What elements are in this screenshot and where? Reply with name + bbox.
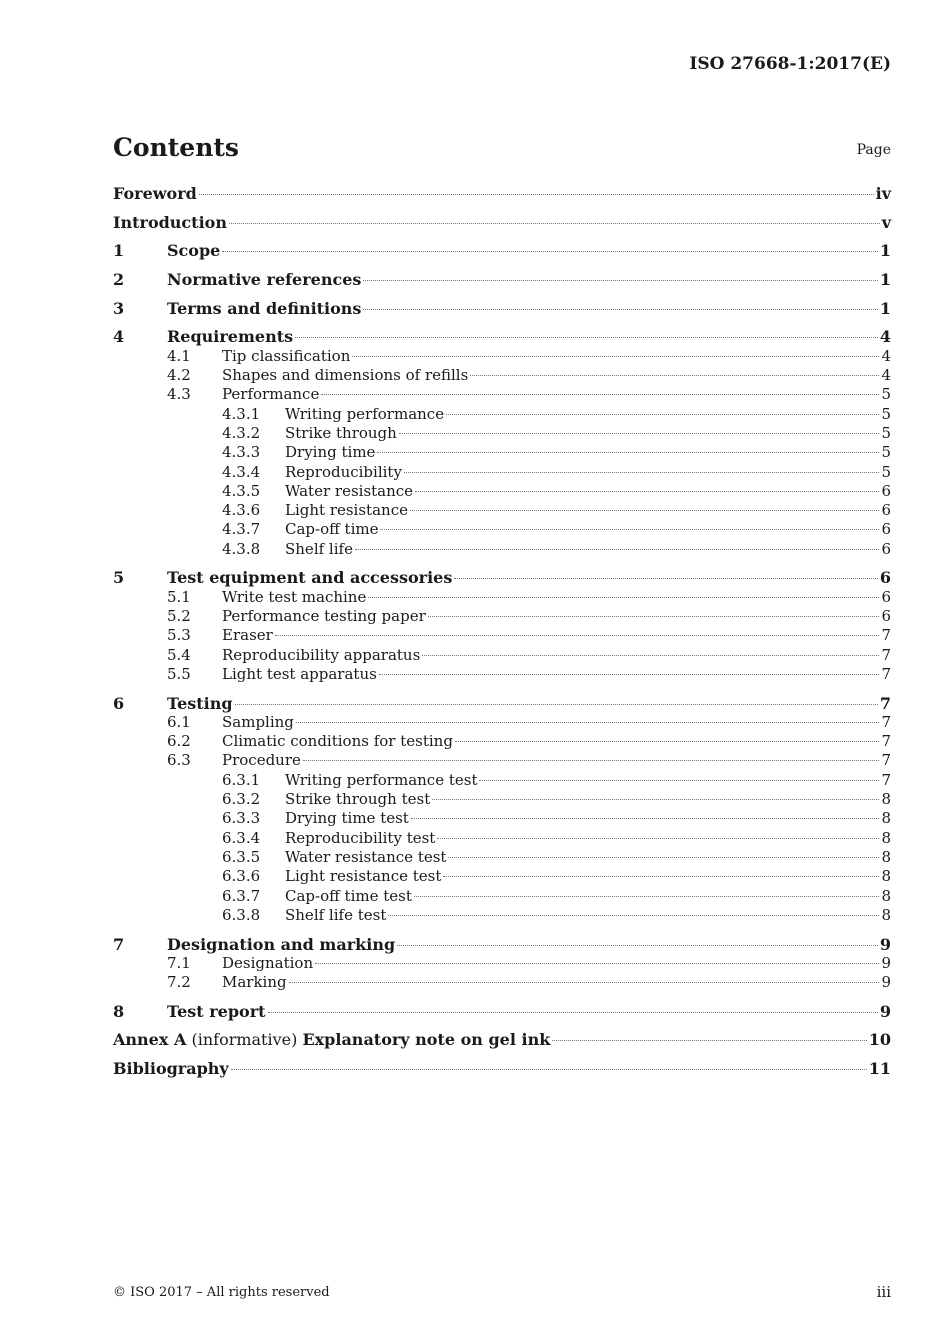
toc-entry-page: 6 — [879, 568, 891, 588]
toc-entry-label: Performance testing paper — [222, 606, 426, 625]
toc-entry[interactable] — [113, 906, 891, 925]
toc-entry[interactable] — [113, 732, 891, 751]
toc-entry-label: Reproducibility — [285, 462, 402, 481]
toc-entry-label: Test report — [167, 1001, 266, 1021]
toc-entry-page: 8 — [881, 790, 891, 809]
dot-leader — [443, 876, 879, 877]
toc-entry-label — [113, 1030, 550, 1049]
annex-label: Annex A — [113, 1030, 187, 1050]
toc-entry[interactable] — [113, 443, 891, 462]
dot-leader — [275, 635, 880, 636]
toc-entry-number: 5.1 — [167, 587, 191, 606]
toc-entry[interactable] — [113, 694, 891, 713]
toc-entry-number: 3 — [113, 298, 125, 318]
dot-leader — [479, 780, 879, 781]
toc-entry[interactable] — [113, 973, 891, 992]
toc-entry-label: Light test apparatus — [222, 664, 377, 683]
toc-entry-number: 4.3.8 — [222, 539, 261, 558]
toc-entry-page: 5 — [881, 404, 891, 423]
toc-entry[interactable] — [113, 213, 891, 232]
toc-entry-label: Writing performance — [285, 404, 445, 423]
dot-leader — [303, 760, 880, 761]
dot-leader — [368, 597, 879, 598]
toc-entry-label: Drying time — [285, 443, 376, 462]
toc-entry-label: Reproducibility apparatus — [222, 645, 421, 664]
toc-entry[interactable] — [113, 887, 891, 906]
toc-entry-page: 6 — [881, 539, 891, 558]
toc-entry-page: 7 — [881, 732, 891, 751]
toc-entry-page: 7 — [881, 664, 891, 683]
toc-entry-number: 6 — [113, 693, 125, 713]
toc-entry[interactable] — [113, 713, 891, 732]
toc-entry-label: Shelf life test — [285, 905, 387, 924]
toc-entry-number: 6.3.6 — [222, 867, 261, 886]
toc-entry-label: Tip classification — [222, 346, 351, 365]
toc-entry[interactable] — [113, 1059, 891, 1078]
toc-entry-number: 4.1 — [167, 346, 191, 365]
toc-entry-number: 4.3.3 — [222, 443, 261, 462]
dot-leader — [355, 549, 879, 550]
toc-entry-number: 6.3.8 — [222, 905, 261, 924]
dot-leader — [199, 194, 874, 195]
dot-leader — [296, 722, 880, 723]
toc-entry-label: Foreword — [113, 184, 197, 203]
toc-entry-page: 8 — [881, 809, 891, 828]
page-column-label: Page — [856, 142, 891, 158]
toc-entry-label: Test equipment and accessories — [167, 568, 453, 588]
toc-entry-page: 1 — [879, 241, 891, 261]
toc-entry-number: 7 — [113, 934, 125, 954]
toc-entry[interactable] — [113, 385, 891, 404]
toc-entry-page: 6 — [881, 520, 891, 539]
toc-entry[interactable] — [113, 867, 891, 886]
toc-entry-page: 11 — [868, 1059, 891, 1079]
toc-entry-page: 5 — [881, 423, 891, 442]
dot-leader — [552, 1040, 866, 1041]
page-title: Contents — [113, 133, 240, 162]
toc-entry-page: 8 — [881, 867, 891, 886]
toc-entry-page: 7 — [879, 693, 891, 713]
toc-entry[interactable] — [113, 935, 891, 954]
toc-entry[interactable] — [113, 771, 891, 790]
toc-entry-label: Write test machine — [222, 587, 367, 606]
toc-entry-number: 6.3.7 — [222, 886, 261, 905]
toc-entry-number: 6.3 — [167, 751, 191, 770]
toc-entry-label: Procedure — [222, 751, 301, 770]
toc-entry[interactable] — [113, 366, 891, 385]
dot-leader — [229, 223, 880, 224]
dot-leader — [295, 337, 878, 338]
toc-entry-label: Climatic conditions for testing — [222, 732, 453, 751]
toc-entry-label: Water resistance — [285, 481, 414, 500]
dot-leader — [315, 963, 879, 964]
toc-entry-page: v — [881, 212, 891, 232]
toc-entry[interactable] — [113, 848, 891, 867]
toc-entry-label: Writing performance test — [285, 770, 478, 789]
toc-entry-number: 4 — [113, 327, 125, 347]
toc-entry-page: 7 — [881, 645, 891, 664]
dot-leader — [448, 857, 879, 858]
toc-entry-number: 4.3 — [167, 385, 191, 404]
toc-entry-page: 6 — [881, 481, 891, 500]
toc-entry[interactable] — [113, 588, 891, 607]
toc-entry-label: Strike through — [285, 423, 397, 442]
dot-leader — [268, 1012, 878, 1013]
dot-leader — [432, 799, 879, 800]
dot-leader — [437, 838, 879, 839]
toc-entry-number: 4.3.4 — [222, 462, 261, 481]
dot-leader — [352, 356, 879, 357]
toc-entry[interactable] — [113, 607, 891, 626]
toc-entry-page: 8 — [881, 828, 891, 847]
toc-entry[interactable] — [113, 1030, 891, 1049]
toc-entry-page: 8 — [881, 886, 891, 905]
toc-entry-number: 4.3.2 — [222, 423, 261, 442]
toc-entry-page: 1 — [879, 270, 891, 290]
annex-type: (informative) — [186, 1030, 303, 1050]
toc-entry-page: 5 — [881, 443, 891, 462]
toc-entry-page: 4 — [881, 346, 891, 365]
toc-entry[interactable] — [113, 540, 891, 559]
toc-entry[interactable] — [113, 482, 891, 501]
toc-entry-number: 5.5 — [167, 664, 191, 683]
toc-entry-label: Drying time test — [285, 809, 409, 828]
toc-entry-label: Testing — [167, 693, 233, 713]
toc-entry-label: Bibliography — [113, 1059, 229, 1079]
toc-entry[interactable] — [113, 829, 891, 848]
dot-leader — [321, 394, 879, 395]
toc-entry-label: Sampling — [222, 712, 294, 731]
toc-entry-page: 6 — [881, 606, 891, 625]
toc-entry-number: 5.3 — [167, 626, 191, 645]
toc-entry-label: Normative references — [167, 270, 362, 290]
toc-entry-page: 7 — [881, 770, 891, 789]
toc-entry[interactable] — [113, 790, 891, 809]
toc-entry-label: Light resistance — [285, 501, 408, 520]
toc-entry-number: 6.3.5 — [222, 847, 261, 866]
toc-entry-page: 9 — [879, 1001, 891, 1021]
toc-entry-label: Terms and definitions — [167, 298, 362, 318]
toc-entry[interactable] — [113, 520, 891, 539]
toc-entry-number: 4.3.1 — [222, 404, 261, 423]
toc-entry-number: 6.2 — [167, 732, 191, 751]
dot-leader — [222, 251, 878, 252]
toc-entry[interactable] — [113, 299, 891, 318]
dot-leader — [454, 578, 878, 579]
dot-leader — [415, 491, 879, 492]
toc-entry-number: 4.3.5 — [222, 481, 261, 500]
dot-leader — [414, 896, 880, 897]
dot-leader — [399, 433, 880, 434]
dot-leader — [470, 375, 879, 376]
dot-leader — [411, 818, 880, 819]
toc-entry-number: 5 — [113, 568, 125, 588]
toc-entry-page: 7 — [881, 626, 891, 645]
toc-entry-page: 10 — [868, 1030, 891, 1050]
dot-leader — [422, 655, 879, 656]
toc-entry[interactable] — [113, 626, 891, 645]
toc-entry[interactable] — [113, 954, 891, 973]
dot-leader — [235, 704, 878, 705]
toc-entry-number: 4.2 — [167, 366, 191, 385]
toc-entry-label: Reproducibility test — [285, 828, 436, 847]
toc-entry-label: Performance — [222, 385, 320, 404]
toc-entry-label: Introduction — [113, 212, 227, 232]
copyright-notice: © ISO 2017 – All rights reserved — [113, 1285, 330, 1300]
dot-leader — [231, 1069, 867, 1070]
toc-entry-label: Requirements — [167, 327, 294, 347]
toc-entry-label: Scope — [167, 241, 221, 261]
dot-leader — [379, 674, 880, 675]
toc-entry-label: Eraser — [222, 626, 273, 645]
toc-entry[interactable] — [113, 501, 891, 520]
toc-entry-page: 4 — [879, 327, 891, 347]
toc-entry-number: 5.4 — [167, 645, 191, 664]
toc-entry-label: Designation and marking — [167, 934, 396, 954]
toc-entry-number: 6.3.3 — [222, 809, 261, 828]
toc-entry-number: 7.1 — [167, 953, 191, 972]
toc-entry-page: 8 — [881, 847, 891, 866]
toc-entry[interactable] — [113, 184, 891, 203]
toc-entry[interactable] — [113, 568, 891, 587]
toc-entry[interactable] — [113, 646, 891, 665]
dot-leader — [289, 982, 880, 983]
toc-entry-label: Strike through test — [285, 790, 431, 809]
dot-leader — [404, 472, 880, 473]
toc-entry-number: 4.3.7 — [222, 520, 261, 539]
dot-leader — [380, 529, 879, 530]
dot-leader — [428, 616, 880, 617]
toc-entry-page: 4 — [881, 366, 891, 385]
toc-entry[interactable] — [113, 809, 891, 828]
toc-entry-label: Cap-off time test — [285, 886, 412, 905]
table-of-contents — [113, 184, 891, 1078]
dot-leader — [388, 915, 879, 916]
toc-entry-page: 9 — [881, 973, 891, 992]
toc-entry-page: 5 — [881, 462, 891, 481]
dot-leader — [377, 452, 879, 453]
toc-entry-label: Light resistance test — [285, 867, 442, 886]
toc-entry-page: 7 — [881, 712, 891, 731]
toc-entry-number: 7.2 — [167, 973, 191, 992]
toc-entry-label: Water resistance test — [285, 847, 447, 866]
toc-entry-number: 4.3.6 — [222, 501, 261, 520]
toc-entry[interactable] — [113, 270, 891, 289]
toc-entry-number: 2 — [113, 270, 125, 290]
toc-entry[interactable] — [113, 1002, 891, 1021]
document-id: ISO 27668-1:2017(E) — [689, 54, 891, 74]
toc-entry[interactable] — [113, 665, 891, 684]
toc-entry-page: 5 — [881, 385, 891, 404]
toc-entry-page: iv — [875, 184, 891, 203]
toc-entry-label: Designation — [222, 953, 314, 972]
toc-entry[interactable] — [113, 327, 891, 346]
toc-entry-label: Shelf life — [285, 539, 353, 558]
dot-leader — [397, 945, 878, 946]
toc-entry-number: 6.3.2 — [222, 790, 261, 809]
toc-entry-page: 6 — [881, 587, 891, 606]
toc-entry-number: 6.3.4 — [222, 828, 261, 847]
toc-entry[interactable] — [113, 751, 891, 770]
annex-title: Explanatory note on gel ink — [302, 1030, 551, 1050]
toc-entry-number: 1 — [113, 241, 125, 261]
toc-entry[interactable] — [113, 347, 891, 366]
toc-entry[interactable] — [113, 424, 891, 443]
toc-entry-label: Marking — [222, 973, 287, 992]
toc-entry-page: 7 — [881, 751, 891, 770]
toc-entry-page: 9 — [881, 953, 891, 972]
dot-leader — [455, 741, 880, 742]
toc-entry-number: 6.3.1 — [222, 770, 261, 789]
dot-leader — [446, 414, 879, 415]
page-number: iii — [876, 1283, 891, 1301]
dot-leader — [363, 309, 877, 310]
dot-leader — [410, 510, 879, 511]
toc-entry[interactable] — [113, 463, 891, 482]
toc-entry-page: 9 — [879, 934, 891, 954]
toc-entry-number: 5.2 — [167, 606, 191, 625]
toc-entry-label: Shapes and dimensions of refills — [222, 366, 469, 385]
toc-entry-label: Cap-off time — [285, 520, 379, 539]
toc-entry[interactable] — [113, 405, 891, 424]
toc-entry-page: 6 — [881, 501, 891, 520]
dot-leader — [363, 280, 877, 281]
toc-entry-number: 6.1 — [167, 712, 191, 731]
toc-entry-page: 1 — [879, 298, 891, 318]
toc-entry[interactable] — [113, 241, 891, 260]
toc-entry-number: 8 — [113, 1001, 125, 1021]
toc-entry-page: 8 — [881, 905, 891, 924]
